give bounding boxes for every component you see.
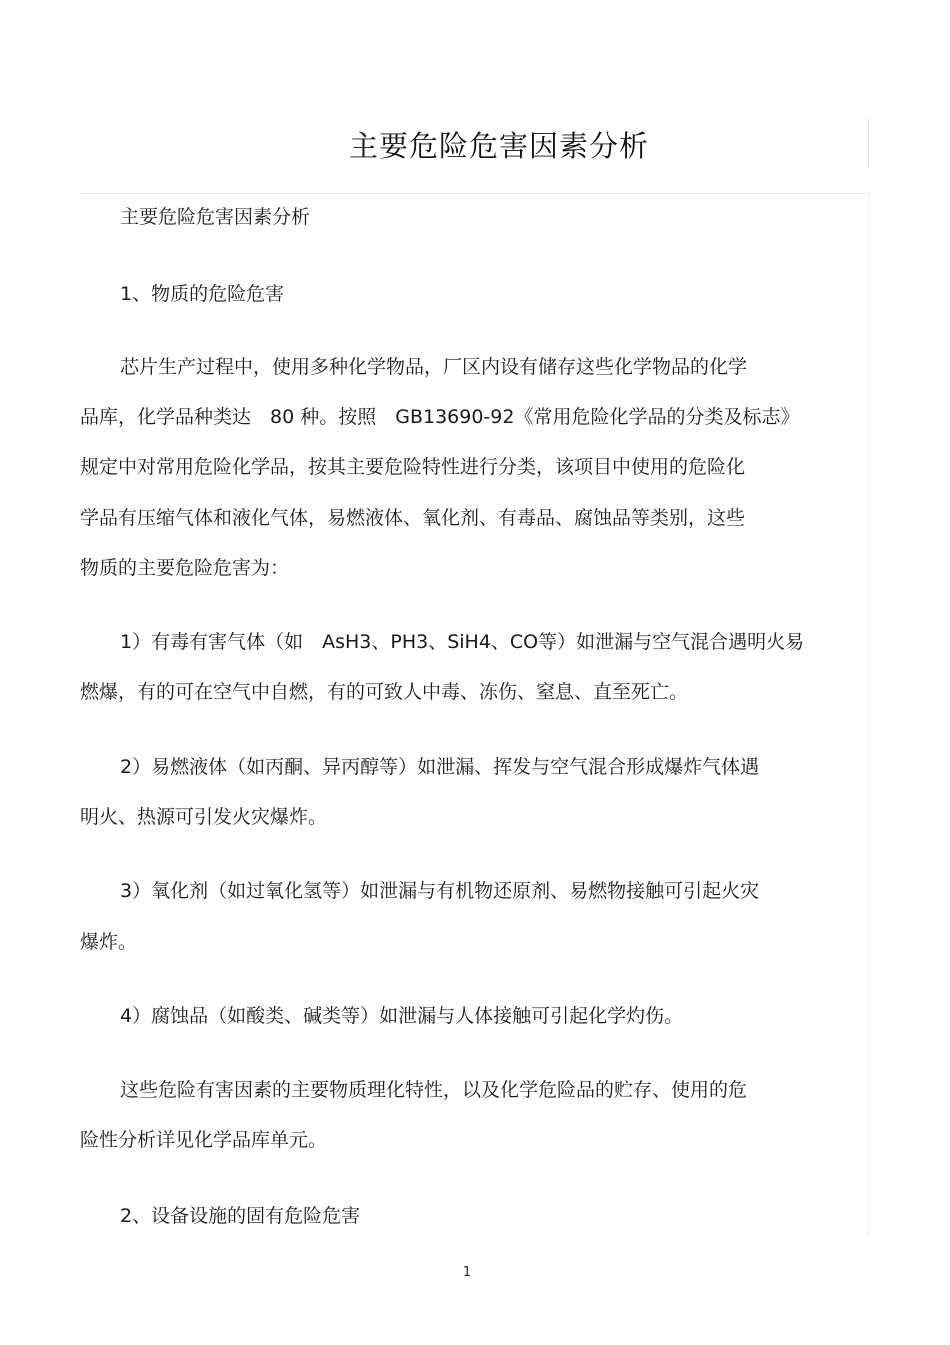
paragraph-line: 险性分析详见化学品库单元。 <box>80 1129 328 1151</box>
list-item-1: 1）有毒有害气体（如 AsH3、PH3、SiH4、CO等）如泄漏与空气混合遇明火易 <box>120 631 805 653</box>
list-item-2: 2）易燃液体（如丙酮、异丙醇等）如泄漏、挥发与空气混合形成爆炸气体遇 <box>120 756 760 778</box>
title-divider <box>868 118 869 168</box>
paragraph-line: 规定中对常用危险化学品，按其主要危险特性进行分类，该项目中使用的危险化 <box>80 456 746 478</box>
paragraph-line: 这些危险有害因素的主要物质理化特性，以及化学危险品的贮存、使用的危 <box>120 1079 748 1101</box>
list-item-2-cont: 明火、热源可引发火灾爆炸。 <box>80 806 328 828</box>
paragraph-line: 学品有压缩气体和液化气体，易燃液体、氧化剂、有毒品、腐蚀品等类别，这些 <box>80 507 746 529</box>
list-item-3-cont: 爆炸。 <box>80 931 138 953</box>
section-heading-intro: 主要危险危害因素分析 <box>120 206 311 228</box>
document-title: 主要危险危害因素分析 <box>348 129 649 163</box>
paragraph-line: 品库，化学品种类达 80 种。按照 GB13690-92《常用危险化学品的分类及标志》 <box>80 406 800 428</box>
header-divider <box>80 193 870 194</box>
paragraph-line: 物质的主要危险危害为： <box>80 557 290 579</box>
page-number: 1 <box>462 1265 472 1280</box>
list-item-3: 3）氧化剂（如过氧化氢等）如泄漏与有机物还原剂、易燃物接触可引起火灾 <box>120 880 760 902</box>
section-heading-1: 1、物质的危险危害 <box>120 283 285 305</box>
list-item-1-cont: 燃爆，有的可在空气中自燃，有的可致人中毒、冻伤、窒息、直至死亡。 <box>80 681 689 703</box>
paragraph-line: 芯片生产过程中，使用多种化学物品，厂区内设有储存这些化学物品的化学 <box>120 356 748 378</box>
list-item-4: 4）腐蚀品（如酸类、碱类等）如泄漏与人体接触可引起化学灼伤。 <box>120 1005 684 1027</box>
section-heading-2: 2、设备设施的固有危险危害 <box>120 1205 361 1227</box>
body-margin-divider <box>868 196 869 1236</box>
